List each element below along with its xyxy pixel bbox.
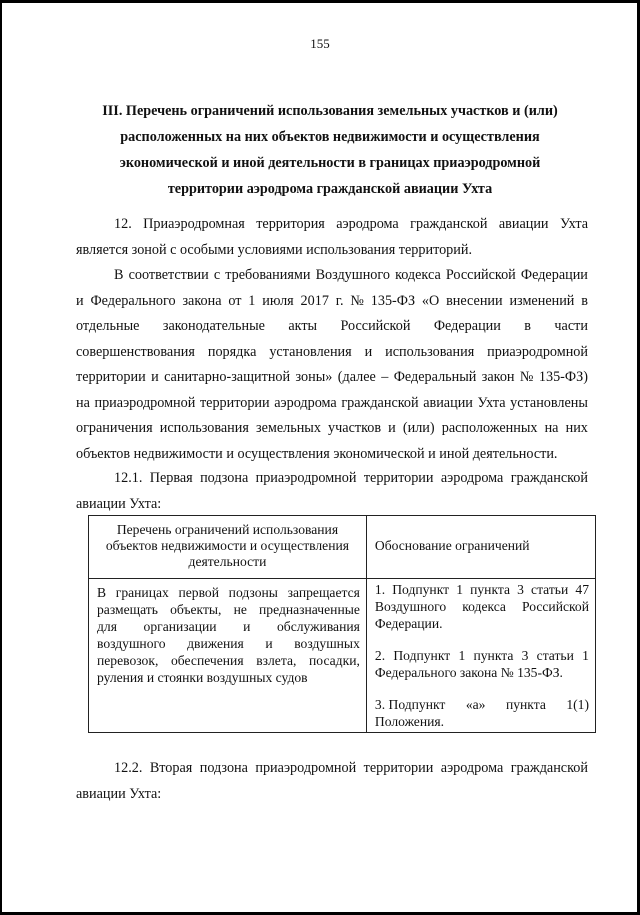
scan-border-top xyxy=(0,0,640,3)
word: Вторая xyxy=(149,760,193,776)
word: № xyxy=(519,369,534,385)
word: Подпункт xyxy=(393,648,451,663)
word: Федерального xyxy=(90,292,176,309)
word: территории xyxy=(363,470,434,486)
word: Российской xyxy=(445,267,516,283)
word: статьи xyxy=(536,648,574,663)
paragraph-12-1 xyxy=(76,466,588,517)
word: г. xyxy=(335,292,344,309)
justified-line xyxy=(76,263,588,289)
word: аэродрома xyxy=(440,760,504,776)
word: на xyxy=(76,394,90,411)
word: и xyxy=(265,636,273,651)
heading-line: расположенных на них объектов недвижимости и осуществления xyxy=(120,129,540,145)
word: взлета, xyxy=(256,653,297,668)
word: Подпункт xyxy=(392,582,450,597)
word: 1 xyxy=(458,648,466,663)
word: гражданской xyxy=(410,216,488,232)
header-restrictions-list xyxy=(89,516,367,579)
word: и xyxy=(364,343,373,360)
word: приаэродромной xyxy=(487,343,588,360)
word: и xyxy=(388,420,396,436)
word: закон xyxy=(481,369,515,385)
justification-item-3 xyxy=(375,696,589,730)
word: 3. Подпункт xyxy=(374,697,446,712)
word: части xyxy=(554,318,588,334)
paragraph-12 xyxy=(76,212,588,263)
word: «а» xyxy=(465,697,486,712)
word: движения xyxy=(187,636,244,651)
justified-line xyxy=(76,340,588,366)
justification-item-1 xyxy=(375,581,589,632)
paragraph-legal-basis xyxy=(76,263,588,467)
paragraph-line: авиации Ухта: xyxy=(76,495,162,512)
justified-line xyxy=(76,466,588,492)
cell-line: руления и стоянки воздушных судов xyxy=(97,670,308,685)
word: для xyxy=(97,619,117,634)
word: в xyxy=(581,292,588,309)
word: статьи xyxy=(531,582,569,597)
word: № xyxy=(350,292,364,309)
word: Воздушного xyxy=(315,267,390,283)
word: земельных xyxy=(255,420,321,436)
word: подзона xyxy=(200,470,249,486)
table-header-row xyxy=(89,516,596,579)
cell-line xyxy=(375,647,589,664)
word: и xyxy=(76,292,84,309)
word: 3 xyxy=(517,582,524,597)
word: 2. xyxy=(374,648,386,663)
word: авиации xyxy=(423,394,473,411)
word: (далее xyxy=(337,369,376,385)
heading-line: III. Перечень ограничений использования земельных участков и (или) xyxy=(102,103,558,119)
word: первой xyxy=(178,585,219,600)
header-justification: Обоснование ограничений xyxy=(366,516,595,579)
cell-line xyxy=(97,635,360,652)
word: ограничения xyxy=(76,420,153,436)
justification-cell xyxy=(366,579,595,733)
word: В xyxy=(114,267,124,283)
cell-line xyxy=(375,696,589,713)
heading-line: экономической и иной деятельности в границах приаэродромной xyxy=(119,155,541,171)
word: совершенствования xyxy=(76,343,195,360)
justified-line xyxy=(76,212,588,238)
word: подзоны xyxy=(228,585,278,600)
word: предназначенные xyxy=(259,602,360,617)
word: них xyxy=(565,420,588,436)
cell-line xyxy=(97,601,360,618)
word: пункта xyxy=(505,697,546,712)
word: Российской xyxy=(522,599,589,614)
word: обеспечения xyxy=(171,653,244,668)
word: и xyxy=(151,369,159,385)
word: порядка xyxy=(207,343,257,360)
word: территории xyxy=(363,760,434,776)
section-heading xyxy=(70,98,590,202)
word: обслуживания xyxy=(277,619,360,634)
word: использования xyxy=(385,343,475,360)
word: от xyxy=(228,292,242,309)
word: запрещается xyxy=(287,585,360,600)
word: аэродрома xyxy=(274,394,337,411)
word: приаэродромной xyxy=(255,470,357,486)
heading-line: территории аэродрома гражданской авиации Ухта xyxy=(167,181,493,197)
word: гражданской xyxy=(510,470,588,486)
word: объекты, xyxy=(170,602,222,617)
word: внесении xyxy=(446,292,503,309)
word: воздушного xyxy=(97,636,166,651)
word: границах xyxy=(115,585,169,600)
cell-line: Федерального закона № 135-ФЗ. xyxy=(374,665,563,680)
cell-line xyxy=(97,584,360,601)
header-line: объектов недвижимости и осуществления xyxy=(105,538,350,553)
word: законодательные xyxy=(162,318,265,334)
restrictions-table xyxy=(88,515,596,733)
word: кодекса xyxy=(462,599,506,614)
word: территории xyxy=(76,369,146,385)
word: 12.2. xyxy=(114,760,143,776)
word: В xyxy=(97,585,107,600)
justified-line xyxy=(76,289,588,315)
cell-line xyxy=(97,652,360,669)
word: изменений xyxy=(509,292,575,309)
scan-border-left xyxy=(0,0,2,915)
word: авиации xyxy=(498,216,549,232)
word: на xyxy=(544,420,559,436)
word: 47 xyxy=(575,582,589,597)
paragraph-line: объектов недвижимости и осуществления экономической и иной деятельности. xyxy=(76,445,558,462)
word: отдельные xyxy=(76,318,140,334)
word: участков xyxy=(328,420,382,436)
word: кодекса xyxy=(395,267,441,283)
word: Федеральный xyxy=(393,369,477,385)
word: использования xyxy=(159,420,249,436)
word: размещать xyxy=(97,602,158,617)
word: подзона xyxy=(199,760,248,776)
word: «О xyxy=(421,292,440,309)
justification-item-2 xyxy=(375,647,589,681)
word: Приаэродромная xyxy=(143,216,245,232)
word: гражданской xyxy=(341,394,419,411)
word: зоны» xyxy=(295,369,333,385)
word: Ухта xyxy=(559,216,588,232)
word: 1 xyxy=(456,582,463,597)
word: приаэродромной xyxy=(255,760,357,776)
word: (или) xyxy=(402,420,435,436)
word: посадки, xyxy=(309,653,360,668)
word: 1. xyxy=(374,582,386,597)
cell-line: Положения. xyxy=(374,714,445,729)
word: 12.1. xyxy=(114,470,143,486)
word: расположенных xyxy=(441,420,538,436)
word: пункта xyxy=(473,648,514,663)
justified-line xyxy=(76,391,588,417)
word: территории xyxy=(199,394,270,411)
word: акты xyxy=(288,318,318,334)
justified-line xyxy=(76,314,588,340)
word: приаэродромной xyxy=(94,394,196,411)
justified-line xyxy=(76,416,588,442)
word: Федерации xyxy=(433,318,501,334)
paragraph-line: авиации Ухта: xyxy=(76,785,162,802)
word: пункта xyxy=(470,582,511,597)
word: с xyxy=(213,267,221,283)
header-line: деятельности xyxy=(188,554,267,569)
header-line: Перечень ограничений использования xyxy=(116,522,339,537)
word: аэродрома xyxy=(336,216,399,232)
word: 1 xyxy=(582,648,589,663)
cell-line xyxy=(97,618,360,635)
justified-line xyxy=(76,365,588,391)
word: гражданской xyxy=(510,760,588,776)
word: аэродрома xyxy=(440,470,504,486)
word: июля xyxy=(262,292,294,309)
word: установления xyxy=(269,343,352,360)
paragraph-12-2 xyxy=(76,756,588,807)
word: Федерации xyxy=(520,267,588,283)
word: и xyxy=(243,619,251,634)
word: 135-ФЗ xyxy=(370,292,416,309)
word: 135-ФЗ) xyxy=(538,369,588,385)
word: закона xyxy=(182,292,222,309)
cell-line xyxy=(375,581,589,598)
cell-line xyxy=(375,598,589,615)
paragraph-line: является зоной с особыми условиями использования территорий. xyxy=(76,241,473,258)
word: Воздушного xyxy=(374,599,447,614)
word: 2017 xyxy=(300,292,329,309)
word: 3 xyxy=(521,648,529,663)
word: перевозок, xyxy=(97,653,159,668)
word: территория xyxy=(256,216,325,232)
word: санитарно-защитной xyxy=(164,369,291,385)
table-row xyxy=(89,579,596,733)
word: – xyxy=(381,369,389,385)
justified-line xyxy=(76,756,588,782)
restriction-cell xyxy=(89,579,367,733)
word: 1 xyxy=(248,292,256,309)
word: Ухта xyxy=(477,394,506,411)
word: соответствии xyxy=(128,267,209,283)
word: организации xyxy=(143,619,217,634)
word: воздушных xyxy=(294,636,360,651)
word: 1(1) xyxy=(566,697,589,712)
page-number: 155 xyxy=(310,36,330,51)
word: Российской xyxy=(340,318,411,334)
word: Первая xyxy=(149,470,193,486)
cell-line: Федерации. xyxy=(374,616,443,631)
word: в xyxy=(524,318,531,334)
word: 12. xyxy=(114,216,132,232)
word: установлены xyxy=(510,394,588,411)
word: не xyxy=(233,602,247,617)
word: требованиями xyxy=(225,267,311,283)
